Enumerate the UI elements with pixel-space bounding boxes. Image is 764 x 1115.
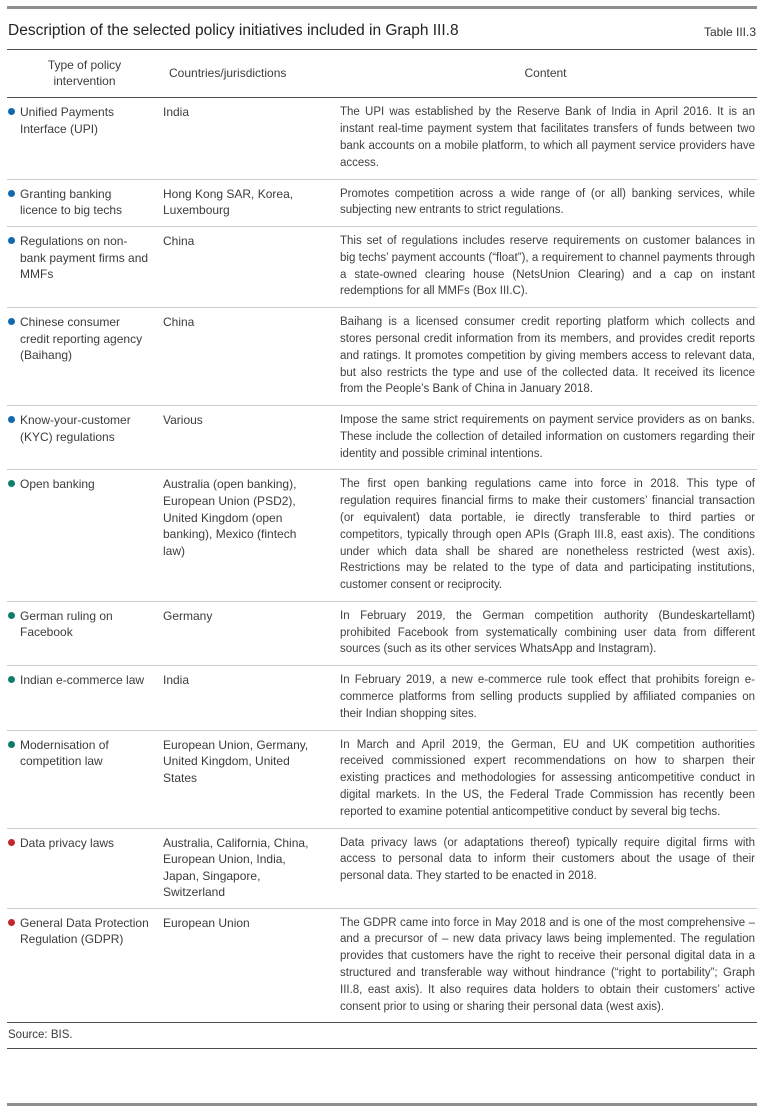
- policy-type-label: Modernisation of competition law: [20, 737, 109, 769]
- policy-type-label: Indian e-commerce law: [20, 673, 145, 688]
- table-header-row: [7, 50, 757, 98]
- content-cell: In February 2019, a new e-commerce rule took effect that prohibits foreign e-commerce platforms from selling products supplied by affiliated companies on their Indian shopping sites.: [340, 674, 755, 720]
- category-bullet: [8, 919, 15, 926]
- policy-type-cell: [7, 672, 162, 722]
- policy-type-cell: [7, 314, 162, 398]
- category-bullet: [8, 480, 15, 487]
- content-cell: The first open banking regulations came into force in 2018. This type of regulation requires financial firms to make their customers’ financial transaction (or equivalent) data portable, ie directly transferable to third parties or competitors, typically through open APIs (Graph III.8, east axis). The conditions under which data shall be shared are nonetheless restricted (west axis). Restrictions may be related to the type of data and participating institutions, customer consent or reciprocity.: [340, 478, 755, 592]
- policy-type-cell: [7, 835, 162, 901]
- column-header-countries: Countries/jurisdictions: [169, 66, 287, 81]
- policy-type-label: Data privacy laws: [20, 835, 115, 850]
- table-row: [7, 730, 757, 828]
- category-bullet: [8, 237, 15, 244]
- table-row: [7, 307, 757, 405]
- policy-type-label: German ruling on Facebook: [20, 608, 113, 640]
- countries-cell: China: [163, 315, 195, 330]
- countries-cell: China: [163, 234, 195, 249]
- policy-type-cell: [7, 104, 162, 171]
- category-bullet: [8, 612, 15, 619]
- policy-type-label: Open banking: [20, 477, 95, 492]
- policy-type-cell: [7, 608, 162, 658]
- countries-cell: Australia (open banking), European Union (PSD2), United Kingdom (open banking), Mexico (fintech law): [163, 477, 297, 558]
- table-number: Table III.3: [703, 25, 756, 39]
- column-header-type: Type of policy intervention: [47, 58, 122, 89]
- content-cell: The GDPR came into force in May 2018 and is one of the most comprehensive – and a precursor of – new data privacy laws being implemented. The regulation provides that customers have the right to receive their personal digital data in a structured and transferable way without hindrance (“right to portability”; Graph III.8, east axis). It also requires data holders to obtain their customers’ active consent prior to using or sharing their personal data (west axis).: [340, 916, 755, 1013]
- category-bullet: [8, 741, 15, 748]
- table-title: Description of the selected policy initiatives included in Graph III.8: [8, 22, 459, 39]
- countries-cell: India: [163, 105, 190, 120]
- table-caption-row: [7, 9, 757, 50]
- policy-type-cell: [7, 233, 162, 300]
- table-body: [7, 98, 757, 1022]
- countries-cell: Hong Kong SAR, Korea, Luxembourg: [163, 186, 294, 218]
- policy-type-label: Regulations on non-bank payment firms and MMFs: [20, 234, 149, 282]
- policy-type-cell: [7, 915, 162, 1016]
- table-row: [7, 179, 757, 227]
- content-cell: In February 2019, the German competition authority (Bundeskartellamt) prohibited Facebook from systematically combining user data from different sources (such as its other services WhatsApp and Instagram).: [340, 609, 755, 656]
- category-bullet: [8, 676, 15, 683]
- table-row: [7, 665, 757, 729]
- category-bullet: [8, 108, 15, 115]
- source-row: [7, 1022, 757, 1049]
- content-cell: Data privacy laws (or adaptations thereof) typically require digital firms with access to personal data to inform their customers about the usage of their personal data. They started to be enacted in 2018.: [340, 836, 755, 883]
- policy-type-label: Know-your-customer (KYC) regulations: [20, 413, 131, 444]
- policy-type-label: Unified Payments Interface (UPI): [20, 105, 115, 136]
- category-bullet: [8, 839, 15, 846]
- column-header-content: Content: [524, 66, 567, 81]
- policy-type-label: Granting banking licence to big techs: [20, 186, 123, 218]
- table-row: [7, 828, 757, 908]
- countries-cell: Australia, California, China, European Union, India, Japan, Singapore, Switzerland: [163, 835, 309, 900]
- page-bottom-rule: [7, 1103, 757, 1106]
- policy-type-label: General Data Protection Regulation (GDPR): [20, 915, 149, 947]
- category-bullet: [8, 318, 15, 325]
- policy-type-cell: [7, 737, 162, 821]
- policy-type-cell: [7, 476, 162, 593]
- countries-cell: European Union, Germany, United Kingdom, United States: [163, 737, 309, 785]
- source-note: Source: BIS.: [8, 1029, 73, 1042]
- policy-type-cell: [7, 186, 162, 220]
- countries-cell: India: [163, 673, 190, 688]
- table-row: [7, 226, 757, 307]
- content-cell: Promotes competition across a wide range of (or all) banking services, while subjecting new entrants to strict regulations.: [340, 187, 755, 217]
- countries-cell: European Union: [163, 915, 250, 930]
- table-row: [7, 98, 757, 178]
- countries-cell: Various: [163, 413, 203, 428]
- countries-cell: Germany: [163, 608, 213, 623]
- policy-type-cell: [7, 412, 162, 462]
- content-cell: Baihang is a licensed consumer credit reporting platform which collects and stores personal credit information from its members, and provides credit reports and ratings. It promotes competition by giving members access to relevant data, but also restricts the type and use of the collected data. It received its licence from the People’s Bank of China in January 2018.: [340, 316, 755, 396]
- content-cell: Impose the same strict requirements on payment service providers as on banks. These include the collection of detailed information on customers regarding their identity and possible criminal intentions.: [340, 414, 755, 460]
- table-row: [7, 469, 757, 600]
- category-bullet: [8, 190, 15, 197]
- table-row: [7, 405, 757, 469]
- category-bullet: [8, 416, 15, 423]
- table-row: [7, 908, 757, 1023]
- table-row: [7, 601, 757, 665]
- content-cell: This set of regulations includes reserve requirements on customer balances in big techs’ payment accounts (“float”), a requirement to channel payments through a state-owned clearing house (NetsUnion Clearing) and a cap on instant redemptions for all MMFs (Box III.C).: [340, 235, 755, 298]
- content-cell: In March and April 2019, the German, EU and UK competition authorities received commissioned expert recommendations on how to sharpen their existing practices and methodologies for assessing anticompetitive conduct in digital markets. In the US, the Federal Trade Commission has recently been reported to examine potential anticompetitive conduct by several big techs.: [340, 738, 755, 818]
- policy-type-label: Chinese consumer credit reporting agency (Baihang): [20, 315, 143, 363]
- content-cell: The UPI was established by the Reserve Bank of India in April 2016. It is an instant real-time payment system that facilitates transfers of funds between two bank accounts on a mobile platform, to which all payment service providers have access.: [340, 106, 755, 169]
